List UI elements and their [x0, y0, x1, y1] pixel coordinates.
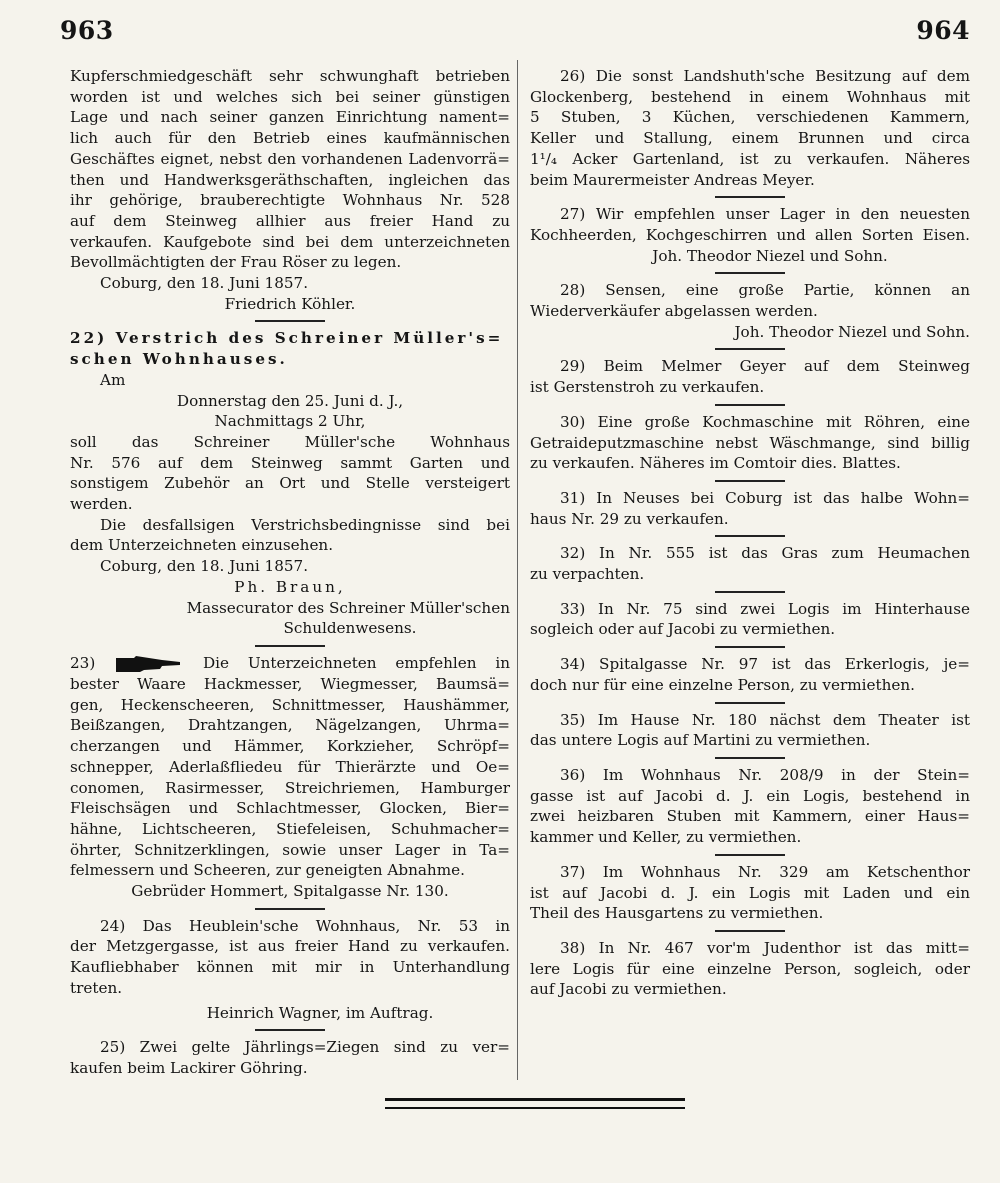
text-line: 29) Beim Melmer Geyer auf dem Steinweg — [560, 357, 970, 376]
text-line: 38) In Nr. 467 vor'm Judenthor ist das mitt= — [560, 938, 970, 957]
text-line: 35) Im Hause Nr. 180 nächst dem Theater ist — [560, 710, 970, 729]
text-line: der Metzgergasse, ist aus freier Hand zu verkaufen. — [70, 937, 510, 956]
notice-23-number: 23) — [70, 653, 96, 672]
notice-28-body — [530, 280, 970, 321]
separator-rule — [715, 646, 785, 648]
separator-rule — [715, 272, 785, 274]
separator-rule — [255, 908, 325, 910]
text-line: zu verpachten. — [530, 565, 645, 584]
notice-26 — [530, 66, 970, 190]
text-line: 25) Zwei gelte Jährlings=Ziegen sind zu ver= — [100, 1038, 510, 1057]
text-line: Getraideputzmaschine nebst Wäschmange, sind billig — [530, 433, 970, 452]
notice-33 — [530, 599, 970, 640]
notice-31 — [530, 488, 970, 529]
notice-23-first-line: Die Unterzeichneten empfehlen in — [202, 653, 511, 672]
notice-21-date: Coburg, den 18. Juni 1857. — [100, 274, 309, 293]
text-line: zwei heizbaren Stuben mit Kammern, einer Haus= — [530, 807, 970, 826]
text-line: das untere Logis auf Martini zu vermiethen. — [530, 731, 871, 750]
text-line: 32) In Nr. 555 ist das Gras zum Heumachen — [560, 544, 970, 563]
notice-22-place: Coburg, den 18. Juni 1857. — [100, 557, 309, 576]
text-line: bester Waare Hackmesser, Wiegmesser, Baumsä= — [70, 674, 510, 693]
text-line: sogleich oder auf Jacobi zu vermiethen. — [530, 620, 836, 639]
notice-22-time: Nachmittags 2 Uhr, — [214, 412, 366, 431]
separator-rule — [715, 196, 785, 198]
text-line: auf Jacobi zu vermiethen. — [530, 980, 727, 999]
notice-29 — [530, 356, 970, 397]
text-line: 28) Sensen, eine große Partie, können an — [560, 281, 970, 300]
separator-rule — [255, 320, 325, 322]
text-line: werden. — [70, 495, 133, 514]
notice-25 — [70, 1037, 510, 1078]
text-line: haus Nr. 29 zu verkaufen. — [530, 509, 729, 528]
text-line: felmessern und Scheeren, zur geneigten Abnahme. — [70, 861, 465, 880]
separator-rule — [255, 1029, 325, 1031]
notice-37-body — [530, 862, 970, 924]
pointing-hand-icon — [114, 654, 184, 674]
notice-22-am: Am — [100, 370, 126, 389]
text-line: gasse ist auf Jacobi d. J. ein Logis, bestehend in — [530, 786, 970, 805]
text-line: hähne, Lichtscheeren, Stiefeleisen, Schuhmacher= — [70, 819, 510, 838]
text-line: conomen, Rasirmesser, Streichriemen, Hamburger — [70, 778, 510, 797]
notice-24 — [70, 916, 510, 1024]
text-line: ihr gehörige, brauberechtigte Wohnhaus Nr. 528 — [70, 191, 510, 210]
text-line: lere Logis für eine einzelne Person, sogleich, oder — [530, 959, 970, 978]
text-line: schnepper, Aderlaßfliedeu für Thierärzte und Oe= — [70, 757, 510, 776]
text-line: worden ist und welches sich bei seiner günstigen — [70, 87, 510, 106]
notice-28 — [530, 280, 970, 342]
text-line: Kupferschmiedgeschäft sehr schwunghaft betrieben — [70, 67, 510, 85]
notice-27-body — [530, 204, 970, 245]
separator-rule — [715, 854, 785, 856]
notice-22-body — [70, 432, 510, 515]
text-line: kaufen beim Lackirer Göhring. — [70, 1058, 308, 1077]
page-number-left: 963 — [60, 16, 114, 45]
text-line: 1¹/₄ Acker Gartenland, ist zu verkaufen. Näheres — [530, 149, 970, 168]
text-line: lich auch für den Betrieb eines kaufmännischen — [70, 129, 510, 148]
text-line: öhrter, Schnitzerklingen, sowie unser Lager in Ta= — [70, 840, 510, 859]
notice-38-body — [530, 938, 970, 1000]
notice-25-body — [70, 1037, 510, 1078]
notice-22-signature-role-2: Schuldenwesens. — [283, 619, 417, 638]
text-line: treten. — [70, 978, 123, 997]
separator-rule — [715, 404, 785, 406]
notice-22-date: Donnerstag den 25. Juni d. J., — [176, 391, 404, 410]
title-line: schen Wohnhauses. — [70, 350, 288, 369]
notice-32 — [530, 543, 970, 584]
separator-rule — [715, 348, 785, 350]
text-line: Nr. 576 auf dem Steinweg sammt Garten und — [70, 453, 510, 472]
text-line: cherzangen und Hämmer, Korkzieher, Schröpf= — [70, 737, 510, 756]
notice-30-body — [530, 412, 970, 474]
notice-34 — [530, 654, 970, 695]
notice-34-body — [530, 654, 970, 695]
text-line: gen, Heckenscheeren, Schnittmesser, Haushämmer, — [70, 695, 510, 714]
closing-double-rule — [385, 1098, 685, 1109]
text-line: 37) Im Wohnhaus Nr. 329 am Ketschenthor — [560, 862, 970, 881]
page-number-right: 964 — [916, 16, 970, 45]
notice-23-body — [70, 653, 510, 881]
text-line: Theil des Hausgartens zu vermiethen. — [530, 904, 824, 923]
notice-21 — [70, 66, 510, 314]
right-column — [530, 66, 970, 1006]
text-line: Glockenberg, bestehend in einem Wohnhaus mit — [530, 87, 970, 106]
column-divider — [517, 60, 518, 1080]
notice-37 — [530, 862, 970, 924]
text-line: Fleischsägen und Schlachtmesser, Glocken, Bier= — [70, 799, 510, 818]
notice-38 — [530, 938, 970, 1000]
notice-22-signature: Ph. Braun, — [234, 577, 346, 596]
notice-35 — [530, 710, 970, 751]
text-line: zu verkaufen. Näheres im Comtoir dies. Blattes. — [530, 454, 901, 473]
separator-rule — [715, 930, 785, 932]
notice-36-body — [530, 765, 970, 848]
notice-21-body — [70, 66, 510, 273]
notice-33-body — [530, 599, 970, 640]
text-line: 26) Die sonst Landshuth'sche Besitzung auf dem — [560, 67, 970, 85]
notice-24-signature: Heinrich Wagner, im Auftrag. — [206, 1003, 434, 1022]
notice-27 — [530, 204, 970, 266]
notice-26-body — [530, 66, 970, 190]
left-column — [70, 66, 510, 1085]
text-line: 5 Stuben, 3 Küchen, verschiedenen Kammern, — [530, 108, 970, 127]
separator-rule — [255, 645, 325, 647]
text-line: beim Maurermeister Andreas Meyer. — [530, 170, 815, 189]
text-line: Wiederverkäufer abgelassen werden. — [530, 302, 818, 321]
text-line: Lage und nach seiner ganzen Einrichtung nament= — [70, 108, 510, 127]
text-line: kammer und Keller, zu vermiethen. — [530, 828, 802, 847]
text-line: Beißzangen, Drahtzangen, Nägelzangen, Uhrma= — [70, 716, 510, 735]
text-line: ist Gerstenstroh zu verkaufen. — [530, 378, 765, 397]
text-line: verkaufen. Kaufgebote sind bei dem unterzeichneten — [70, 232, 510, 251]
notice-36 — [530, 765, 970, 848]
text-line: 30) Eine große Kochmaschine mit Röhren, eine — [560, 412, 970, 431]
text-line: Kaufliebhaber können mit mir in Unterhandlung — [70, 958, 510, 977]
notice-35-body — [530, 710, 970, 751]
separator-rule — [715, 757, 785, 759]
text-line: ist auf Jacobi d. J. ein Logis mit Laden und ein — [530, 883, 970, 902]
separator-rule — [715, 591, 785, 593]
text-line: 34) Spitalgasse Nr. 97 ist das Erkerlogis, je= — [560, 655, 970, 674]
text-line: Keller und Stallung, einem Brunnen und circa — [530, 129, 970, 148]
text-line: 36) Im Wohnhaus Nr. 208/9 in der Stein= — [560, 765, 970, 784]
text-line: Kochheerden, Kochgeschirren und allen Sorten Eisen. — [530, 225, 970, 244]
text-line: 24) Das Heublein'sche Wohnhaus, Nr. 53 in — [100, 916, 510, 935]
separator-rule — [715, 480, 785, 482]
notice-30 — [530, 412, 970, 474]
notice-21-signature: Friedrich Köhler. — [224, 294, 356, 313]
text-line: then und Handwerksgeräthschaften, ingleichen das — [70, 170, 510, 189]
notice-28-signature: Joh. Theodor Niezel und Sohn. — [734, 322, 970, 341]
notice-31-body — [530, 488, 970, 529]
text-line: 33) In Nr. 75 sind zwei Logis im Hinterhause — [560, 599, 970, 618]
notice-22-title — [70, 328, 510, 369]
separator-rule — [715, 535, 785, 537]
text-line: auf dem Steinweg allhier aus freier Hand zu — [70, 211, 510, 230]
notice-22-body2 — [70, 515, 510, 556]
separator-rule — [715, 702, 785, 704]
text-line: dem Unterzeichneten einzusehen. — [70, 536, 334, 555]
notice-22 — [70, 328, 510, 639]
text-line: soll das Schreiner Müller'sche Wohnhaus — [70, 432, 510, 451]
notice-27-signature: Joh. Theodor Niezel und Sohn. — [652, 246, 888, 265]
text-line: sonstigem Zubehör an Ort und Stelle versteigert — [70, 474, 510, 493]
notice-23 — [70, 653, 510, 902]
text-line: 27) Wir empfehlen unser Lager in den neuesten — [560, 205, 970, 224]
text-line — [70, 653, 510, 674]
text-line: doch nur für eine einzelne Person, zu vermiethen. — [530, 675, 915, 694]
notice-29-body — [530, 356, 970, 397]
text-line: 31) In Neuses bei Coburg ist das halbe Wohn= — [560, 488, 970, 507]
text-line: Geschäftes eignet, nebst den vorhandenen Ladenvorrä= — [70, 149, 510, 168]
notice-24-body — [70, 916, 510, 999]
title-line: 22) Verstrich des Schreiner Müller's= — [70, 329, 504, 348]
text-line: Bevollmächtigten der Frau Röser zu legen. — [70, 253, 402, 272]
notice-32-body — [530, 543, 970, 584]
text-line: Die desfallsigen Verstrichsbedingnisse sind bei — [100, 515, 510, 534]
notice-22-signature-role: Massecurator des Schreiner Müller'schen — [186, 598, 510, 617]
notice-23-signature: Gebrüder Hommert, Spitalgasse Nr. 130. — [131, 882, 449, 901]
